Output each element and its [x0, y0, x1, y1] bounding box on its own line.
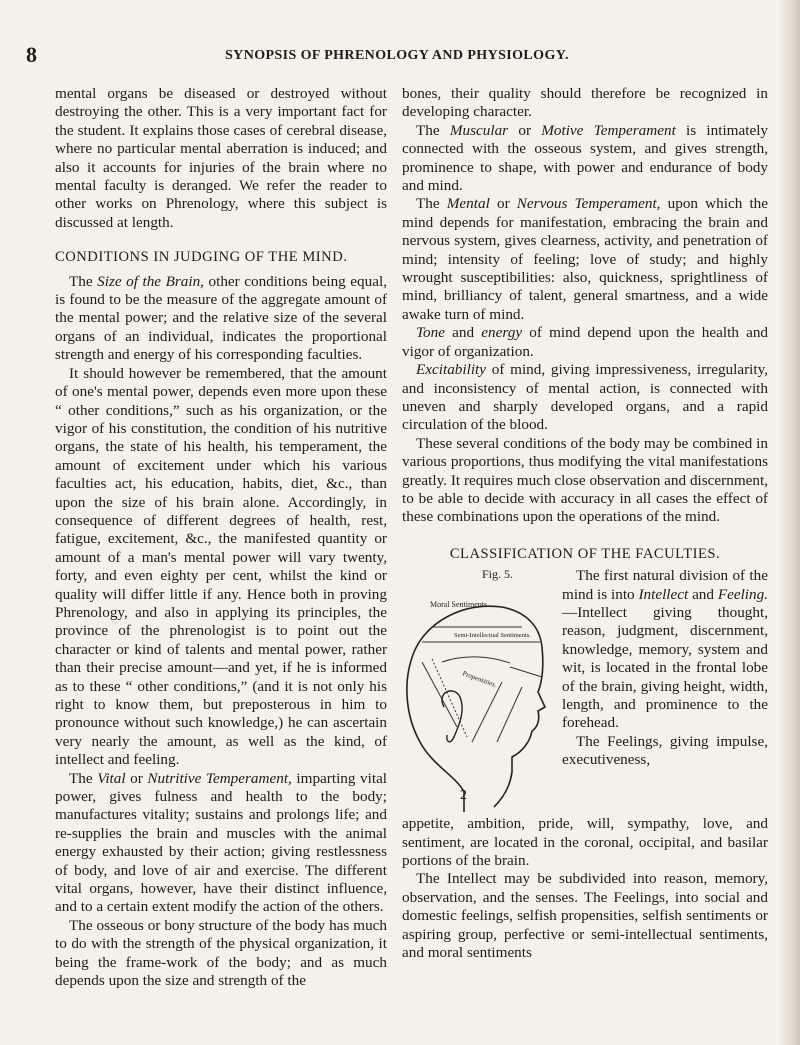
right-paragraph-feelings: appetite, ambition, pride, will, sympathy, love, and sentiment, are located in the coronal, occipital, and basilar portions of the brain.: [402, 815, 768, 869]
figure-label: Fig. 5.: [482, 567, 514, 582]
right-paragraph-combinations: These several conditions of the body may be combined in various proportions, thus modifying the vital manifestations greatly. It requires much close observation and discernment, to be able to decide with accuracy in all cases the effect of these combinations upon the operations of the mind.: [402, 434, 768, 526]
label-semi-intellectual: Semi-Intellectual Sentiments.: [454, 632, 531, 640]
head-outline-illustration: [402, 567, 552, 815]
right-column: [402, 85, 768, 962]
left-paragraph-other-conditions: It should however be remembered, that the amount of one's mental power, depends even more upon these “ other conditions,” such as his organization, or the vigor of his constitution, the condition of his nutritive organs, the state of his health, his temperament, the amount of excitement under which his various faculties act, his education, habits, diet, &c., than upon the size of his brain alone. Accordingly, in consequence of different degrees of health, rest, fatigue, excitement, &c., the manifested quantity or amount of a man's mental power will vary twenty, forty, and even eighty per cent, whilst the kind or quality will differ little if any. Hence both in proving Phrenology, and also in applying its principles, the province of the phrenologist is to point out the character or kind of talents and mental power, rather than their precise amount—and yet, if he is informed as to these “ other conditions,” (and it is not only his right to know them, but preposterous in him to pronounce without such knowledge,) he can ascertain very nearly the amount, as well as the kind, of intellect and feeling.: [55, 364, 387, 769]
page-number: 8: [26, 42, 37, 67]
right-paragraph-muscular: The Muscular or Motive Temperament is intimately connected with the osseous system, and gives strength, prominence to shape, with power and endurance of body and mind.: [402, 121, 769, 195]
left-paragraph-vital-temperament: The Vital or Nutritive Temperament, imparting vital power, gives fulness and health to the body; manufactures vitality; sustains and prolongs life; and re-supplies the brain and muscles with the animal energy exhausted by their action; giving restlessness of body, and love of air and exercise. The different vital organs, however, have their distinct influence, and to a certain extent modify the action of the others.: [55, 769, 388, 916]
running-head: SYNOPSIS OF PHRENOLOGY AND PHYSIOLOGY.: [225, 48, 569, 63]
right-paragraph-excitability: Excitability of mind, giving impressiveness, irregularity, and inconsistency of mental action, is connected with uneven and sharply developed organs, and a rapid circulation of the blood.: [402, 361, 769, 434]
right-paragraph-mental: The Mental or Nervous Temperament, upon which the mind depends for manifestation, embracing the brain and nervous system, gives clearness, activity, and penetration of mind; intensity of feeling; love of study; and highly wrought susceptibilities: also, quickness, sprightliness of mind, brilliancy of talent, general smartness, and a wide awake turn of mind.: [402, 195, 768, 323]
left-column: [55, 85, 387, 991]
figure-area: [402, 567, 768, 815]
section-heading-classification: CLASSIFICATION OF THE FACULTIES.: [449, 545, 721, 562]
left-paragraph-size-of-brain: The Size of the Brain, other conditions being equal, is found to be the measure of the aggregate amount of the mental power; and the relative size of the several organs of an individual, indicates the proportional strength and energy of his corresponding faculties.: [55, 272, 387, 364]
section-heading-conditions: CONDITIONS IN JUDGING OF THE MIND.: [55, 249, 348, 266]
label-moral-sentiments: Moral Sentiments.: [430, 600, 490, 610]
label-number-2: 2: [460, 788, 467, 804]
right-paragraph-subdivision: The Intellect may be subdivided into reason, memory, observation, and the senses. The Feelings, into social and domestic feelings, selfish propensities, selfish sentiments or aspiring group, perfective or semi-intellectual sentiments, and moral sentiments: [402, 870, 768, 961]
left-paragraph-1: mental organs be diseased or destroyed without destroying the other. This is a very important fact for the student. It explains those cases of cerebral disease, where no particular mental aberration is induced; and also it accounts for injuries of the brain where no mental faculty is deranged. We refer the reader to other works on Phrenology, where this subject is discussed at length.: [55, 85, 387, 231]
head-diagram: [402, 567, 552, 815]
right-paragraph-tone: Tone and energy of mind depend upon the health and vigor of organization.: [402, 324, 769, 360]
right-paragraph-1: bones, their quality should therefore be recognized in developing character.: [402, 85, 768, 121]
page-edge: [778, 0, 800, 1045]
label-propensities: Propensities.: [461, 669, 498, 690]
figure-side-text: The first natural division of the mind is into Intellect and Feeling.—Intellect giving thought, reason, judgment, discernment, knowledge, memory, system and wit, is located in the frontal lobe of the brain, giving height, width, length, and prominence to the forehead. The Feelings, giving impulse, executiveness,: [562, 567, 769, 769]
left-paragraph-osseous: The osseous or bony structure of the body has much to do with the strength of the physical organization, it being the frame-work of the body; and as much depends upon the size and strength of the: [55, 916, 387, 990]
